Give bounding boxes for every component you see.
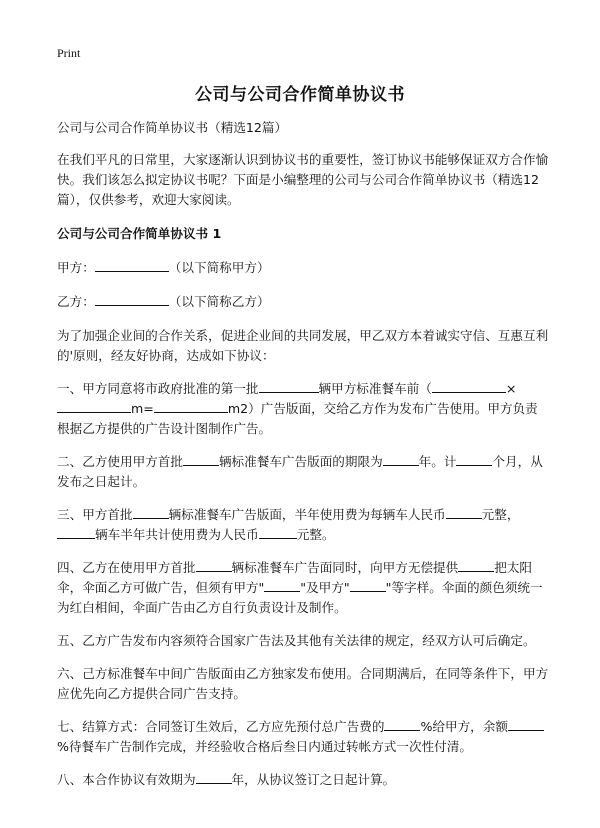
clause-1 <box>57 379 549 439</box>
blank <box>196 770 232 784</box>
clause-4-text: "等字样。伞面的颜色须统一为红白相间，伞面广告由乙方自行负责设计及制作。 <box>57 580 543 615</box>
clause-3 <box>57 505 549 545</box>
clause-1-text: 一、甲方同意将市政府批准的第一批 <box>57 381 259 396</box>
clause-4-text: 辆标准餐车广告面同时，向甲方无偿提供 <box>231 560 459 575</box>
clause-3-text: 元整。 <box>296 527 335 542</box>
blank <box>57 399 131 413</box>
blank <box>446 505 482 519</box>
blank <box>264 578 300 592</box>
print-link[interactable]: Print <box>57 46 81 60</box>
clause-1-text: m= <box>131 401 154 416</box>
blank <box>133 505 169 519</box>
clause-5: 五、乙方广告发布内容须符合国家广告法及其他有关法律的规定，经双方认可后确定。 <box>57 633 536 648</box>
clause-7-text: %待餐车广告制作完成，并经验收合格后叁日内通过转帐方式一次性付清。 <box>57 739 472 754</box>
clause-8-text: 年，从协议签订之日起计算。 <box>231 772 396 787</box>
clause-1-text: m2）广告版面，交给乙方作为发布广告使用。甲方负责根据乙方提供的广告设计图制作广告。 <box>57 401 538 436</box>
party-b-line <box>57 292 549 312</box>
clause-4-text: "及甲方" <box>300 580 350 595</box>
blank <box>196 558 232 572</box>
clause-8-text: 八、本合作协议有效期为 <box>57 772 196 787</box>
blank <box>456 452 492 466</box>
clause-4-text: 四、乙方在使用甲方首批 <box>57 560 196 575</box>
clause-8 <box>57 770 549 790</box>
party-a-note: （以下简称甲方） <box>168 260 270 275</box>
clause-4 <box>57 558 549 618</box>
clause-3-text: 辆车半年共计使用费为人民币 <box>95 527 259 542</box>
clause-2-text: 个月，从发布之日起计。 <box>57 454 543 489</box>
document-subtitle: 公司与公司合作简单协议书（精选12篇） <box>57 120 288 135</box>
clause-3-text: 三、甲方首批 <box>57 507 133 522</box>
clause-2 <box>57 452 549 492</box>
blank <box>259 525 297 539</box>
clause-3-text: 元整， <box>481 507 520 522</box>
blank <box>350 578 386 592</box>
blank <box>458 558 494 572</box>
blank <box>508 717 544 731</box>
clause-2-text: 年。计 <box>418 454 457 469</box>
blank <box>432 379 506 393</box>
clause-1-text: 辆甲方标准餐车前（ <box>318 381 432 396</box>
clause-4-text: 把太阳伞，伞面乙方可做广告，但须有甲方" <box>57 560 532 595</box>
clause-7 <box>57 717 549 757</box>
clause-1-text: × <box>505 381 517 396</box>
party-a-label: 甲方： <box>57 260 95 275</box>
party-a-line <box>57 258 549 278</box>
blank <box>383 452 419 466</box>
clause-6: 六、己方标准餐车中间广告版面由乙方独家发布使用。合同期满后，在同等条件下，甲方应优先向乙方提供合同广告支持。 <box>57 666 549 701</box>
clause-7-text: 七、结算方式：合同签订生效后，乙方应先预付总广告费的 <box>57 719 385 734</box>
section-heading: 公司与公司合作简单协议书 1 <box>57 226 222 241</box>
clause-2-text: 二、乙方使用甲方首批 <box>57 454 183 469</box>
blank <box>57 525 95 539</box>
blank <box>183 452 219 466</box>
blank <box>154 399 228 413</box>
clause-3-text: 辆标准餐车广告版面，半年使用费为每辆车人民币 <box>168 507 446 522</box>
preamble-paragraph: 为了加强企业间的合作关系，促进企业间的共同发展，甲乙双方本着诚实守信、互惠互利的'原则，经友好协商，达成如下协议： <box>57 328 549 363</box>
blank <box>384 717 420 731</box>
party-a-blank <box>95 258 169 272</box>
clause-2-text: 辆标准餐车广告版面的期限为 <box>218 454 383 469</box>
page-title: 公司与公司合作简单协议书 <box>195 85 405 105</box>
party-b-blank <box>95 292 169 306</box>
party-b-label: 乙方： <box>57 294 95 309</box>
clause-7-text: %给甲方，余额 <box>420 719 508 734</box>
document-body <box>57 118 549 803</box>
intro-paragraph: 在我们平凡的日常里，大家逐渐认识到协议书的重要性，签订协议书能够保证双方合作愉快。我们该怎么拟定协议书呢？下面是小编整理的公司与公司合作简单协议书（精选12篇），仅供参考，欢迎大家阅读。 <box>57 152 549 207</box>
blank <box>259 379 319 393</box>
party-b-note: （以下简称乙方） <box>168 294 270 309</box>
